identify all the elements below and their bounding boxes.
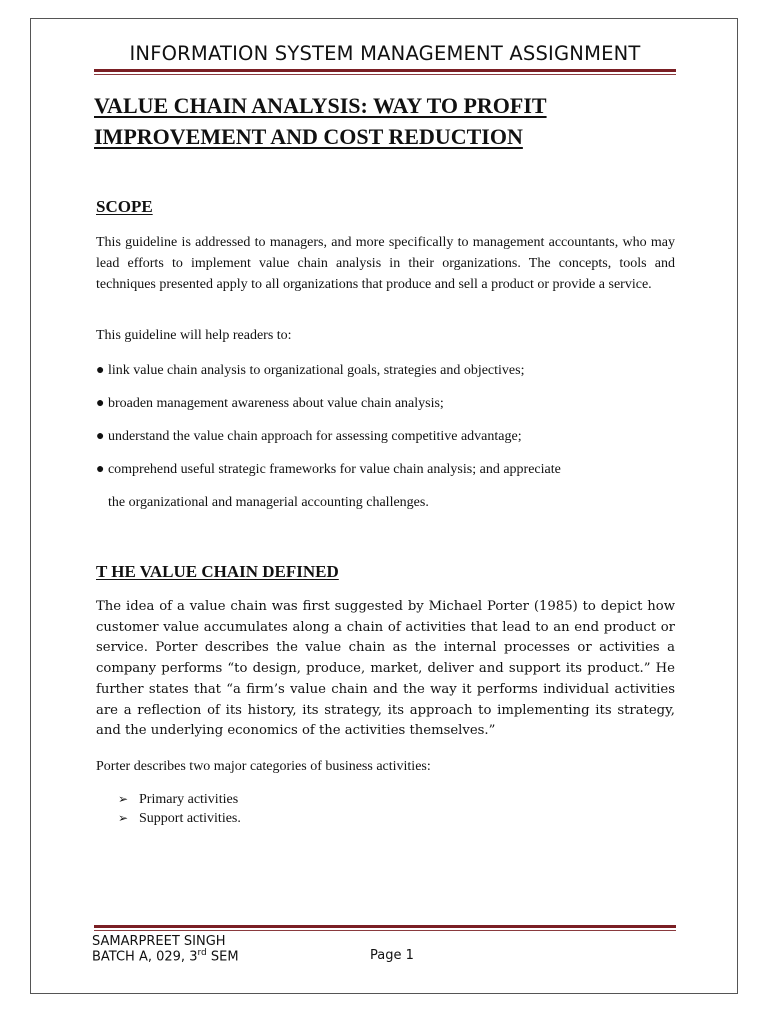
scope-bullet-3: ● understand the value chain approach for assessing competitive advantage;: [96, 429, 522, 444]
scope-bullet-4: ● comprehend useful strategic frameworks for value chain analysis; and appreciate: [96, 462, 561, 477]
arrow-bullet-icon: ➢: [118, 811, 129, 825]
scope-lead-in: This guideline will help readers to:: [96, 328, 292, 343]
scope-bullet-2: ● broaden management awareness about value chain analysis;: [96, 396, 444, 411]
footer-page-number: Page 1: [370, 948, 414, 963]
activities-list: [118, 790, 241, 828]
footer-rule-thin: [94, 930, 676, 931]
list-item: [118, 809, 241, 828]
scope-intro: This guideline is addressed to managers, and more specifically to management accountants, who may lead efforts to implement value chain analysis in their organizations. The concepts, tools and techniques presented apply to all organizations that produce and sell a product or provide a service.: [96, 235, 675, 292]
document-title-line-1: VALUE CHAIN ANALYSIS: WAY TO PROFIT: [94, 93, 547, 118]
value-chain-lead-in: Porter describes two major categories of business activities:: [96, 759, 431, 774]
list-item: [118, 790, 241, 809]
value-chain-paragraph: The idea of a value chain was first suggested by Michael Porter (1985) to depict how customer value accumulates along a chain of activities that lead to an end product or service. Porter describes the value chain as the internal processes or activities a company performs “to design, produce, market, deliver and support its product.” He further states that “a firm’s value chain and the way it performs individual activities are a reflection of its history, its strategy, its approach to implementing its strategy, and the underlying economics of the activities themselves.”: [96, 599, 675, 739]
header-rule: [94, 69, 676, 72]
header-title: INFORMATION SYSTEM MANAGEMENT ASSIGNMENT: [129, 42, 641, 65]
scope-bullet-continuation: the organizational and managerial accounting challenges.: [108, 495, 429, 510]
footer-batch-prefix: BATCH A, 029, 3: [92, 949, 198, 965]
list-item-label: Primary activities: [139, 792, 239, 807]
arrow-bullet-icon: ➢: [118, 792, 129, 806]
footer-rule: [94, 925, 676, 928]
value-chain-heading: T HE VALUE CHAIN DEFINED: [96, 562, 339, 581]
footer-batch-suffix: SEM: [206, 949, 239, 965]
list-item-label: Support activities.: [139, 811, 241, 826]
footer-batch-ordinal: rd: [197, 948, 207, 958]
header-rule-thin: [94, 74, 676, 75]
footer-batch: [92, 948, 239, 964]
document-title: [94, 90, 684, 152]
document-title-line-2: IMPROVEMENT AND COST REDUCTION: [94, 124, 523, 149]
scope-bullet-1: ● link value chain analysis to organizational goals, strategies and objectives;: [96, 363, 525, 378]
scope-heading: SCOPE: [96, 197, 153, 216]
footer-author: SAMARPREET SINGH: [92, 934, 226, 949]
